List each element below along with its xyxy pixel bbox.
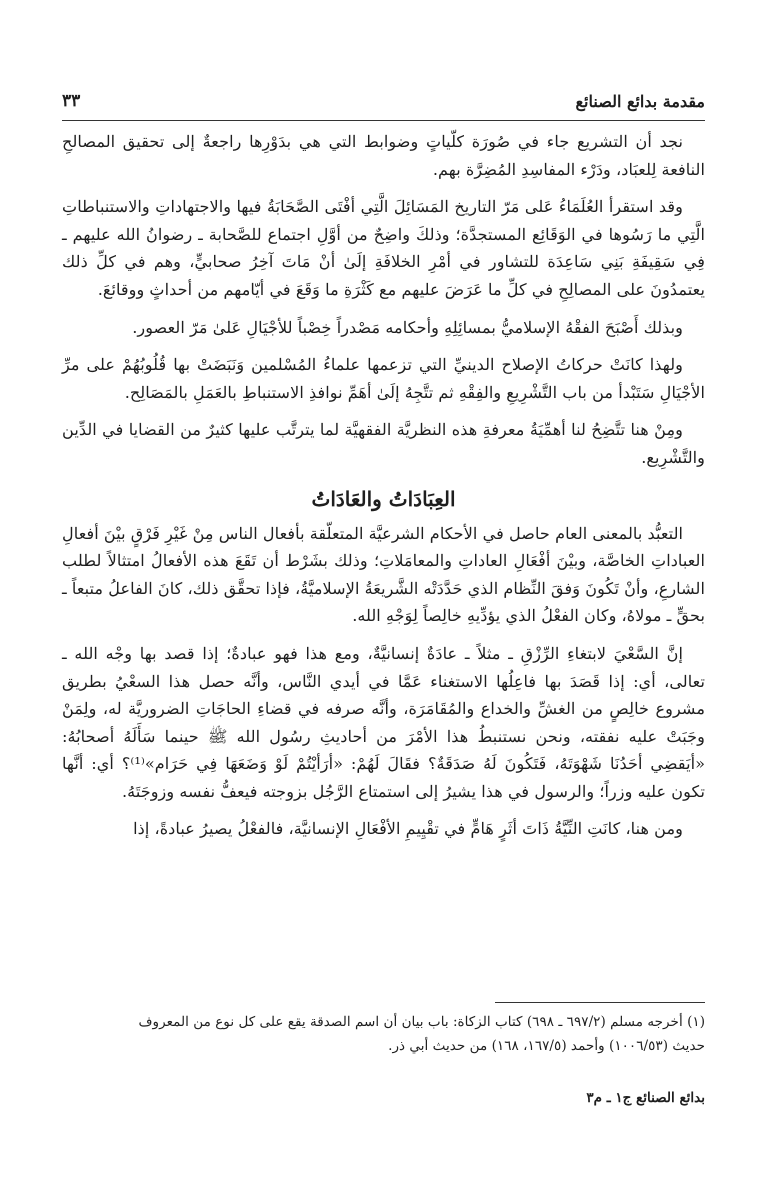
footnote-line: (١) أخرجه مسلم (٦٩٧/٢ ـ ٦٩٨) كتاب الزكاة: باب بيان أن اسم الصدقة يقع على كل نوع من المعروف — [138, 1014, 705, 1030]
running-title: مقدمة بدائع الصنائع — [575, 91, 705, 111]
paragraph: التعبُّد بالمعنى العام حاصل في الأحكام الشرعيَّة المتعلّقة بأفعال الناس مِنْ غَيْرِ فَرْقٍ بيْنَ أفعالِ العباداتِ الخاصَّة، وبيْنَ أفْعَالِ العاداتِ والمعامَلاتِ؛ وذلك بشَرْط أن تَقَعَ هذه الأفعالُ امتثالاً لطلب الشارعِ، وأنْ تَكُونَ وَفقَ النِّظام الذي حَدَّدَتْه الشَّريعَةُ الإسلاميَّةُ، فإذا تحقَّق ذلك، كانَ الفاعلُ متبعاً ـ بحقٍّ ـ مولاهُ، وكان الفعْلُ الذي يؤدِّيهِ خالِصاً لِوَجْهِ الله. — [62, 523, 705, 626]
footnote-line: حديث (١٠٠٦/٥٣) وأحمد (١٦٧/٥، ١٦٨) من حديث أبي ذر. — [388, 1038, 705, 1054]
section-heading: العِبَادَاتُ والعَادَاتُ — [311, 486, 456, 511]
paragraph: وقد استقرأ العُلَمَاءُ عَلى مَرّ التاريخ المَسَائِلَ الَّتِي أفْتَى الصَّحَابَةُ فيها والاجتهاداتِ والاستنباطاتِ الَّتِي ما رَسُوها في الوَقَائِع المستجدَّة؛ وذلكَ واضِحٌ من أوَّلِ اجتماع للصَّحابة ـ رضوانُ الله عليهم ـ فِي سَقِيفَةِ بَنِي سَاعِدَة للتشاور في أمْرِ الخلافَةِ إلَىٰ أنْ مَاتَ آخِرُ صحابيٍّ، وهم في كلِّ ذلك يعتمدُونَ على المصالِحِ في كلِّ ما عَرَضَ عليهم مع كَثْرَةِ ما وَقَعَ في أيّامهم من أحداثٍ ووقائعَ. — [62, 197, 705, 299]
header-rule — [62, 120, 705, 121]
footnote-rule — [495, 1002, 705, 1003]
paragraph: ولهذا كانَتْ حركاتُ الإصلاح الدينيِّ التي تزعمها علماءُ المُسْلمين وَنَبَضَتْ بها قُلُوبُهُمْ على مرِّ الأجْيَالِ سَتَبْدأ من باب التَّشْرِيعِ والفِقْهِ ثم تتَّجِهُ إلَىٰ أهَمِّ نوافذِ الاستنباطِ بالعَمَلِ بالمَصَالِح. — [62, 355, 705, 402]
paragraph: وبذلك أَصْبَحَ الفقْهُ الإسلاميُّ بمسائِلِهِ وأحكامه مَصْدراً خِصْباً للأجْيَالِ عَلىٰ مَرّ العصور. — [132, 317, 683, 337]
paragraph: ومِنْ هنا تتَّضِحُ لنا أهمِّيَةُ معرفةِ هذه النظريَّة الفقهيَّة لما يترتَّب عليها كثيرٌ من القضايا في الدِّين والتَّشْرِيع. — [62, 420, 705, 467]
paragraph: نجد أن التشريع جاء في صُورَة كلّياتٍ وضوابط التي هي بدَوْرِها راجعةٌ إلى تحقيق المصالحِ النافعة لِلعبَاد، ودَرْء المفاسِدِ المُضِرَّة بهم. — [62, 132, 705, 179]
running-header — [62, 88, 705, 114]
footnote — [62, 1010, 705, 1058]
printer-signature: بدائع الصنائع ج١ ـ م٣ — [586, 1090, 705, 1106]
page-number: ٣٣ — [62, 91, 81, 111]
main-text — [62, 128, 705, 853]
paragraph: ومن هنا، كانَتِ النِّيَّةُ ذَاتَ أثَرٍ هَامٍّ في تقْيِيمِ الأفْعَالِ الإنسانيَّة، فالفعْلُ يصيرُ عبادةً، إذا — [133, 819, 683, 839]
paragraph: إنَّ السَّعْيَ لابتغاءِ الرِّزْقِ ـ مثلاً ـ عادَةٌ إنسانيَّةٌ، ومع هذا فهو عبادةٌ؛ إذا قصد بها وجْه الله ـ تعالى، أي: إذا قَصَدَ بها فاعِلُها الاستغناء عَمَّا في أيدي النَّاس، وأنَّه حصل هذا السعْيُ بطريق مشروع خالِصٍ من الغشِّ والخداع والمُقَامَرَة، وأنَّه صرفه في قضاءِ الحاجَاتِ الضروريَّة له، ولِمَنْ وجَبَتْ عليه نفقته، ونحن نستنبطُ هذا الأمْرَ من أحاديثِ رسُول الله ﷺ حينما سَأَلَهُ أصحابُهُ: «أيَقضِي أحَدُنَا شَهْوَتَهُ، فَتَكُونَ لَهُ صَدَقَةٌ؟ فقَالَ لَهُمْ: «أرَأيْتُمْ لَوْ وَضَعَهَا فِي حَرَام»⁽¹⁾؟ أي: أنَّها تكون عليه وزراً؛ والرسول في هذا يشيرُ إلى استمتاع الرَّجُل بزوجته فيعفُّ نفسه وزوجَتَهُ. — [62, 643, 705, 801]
